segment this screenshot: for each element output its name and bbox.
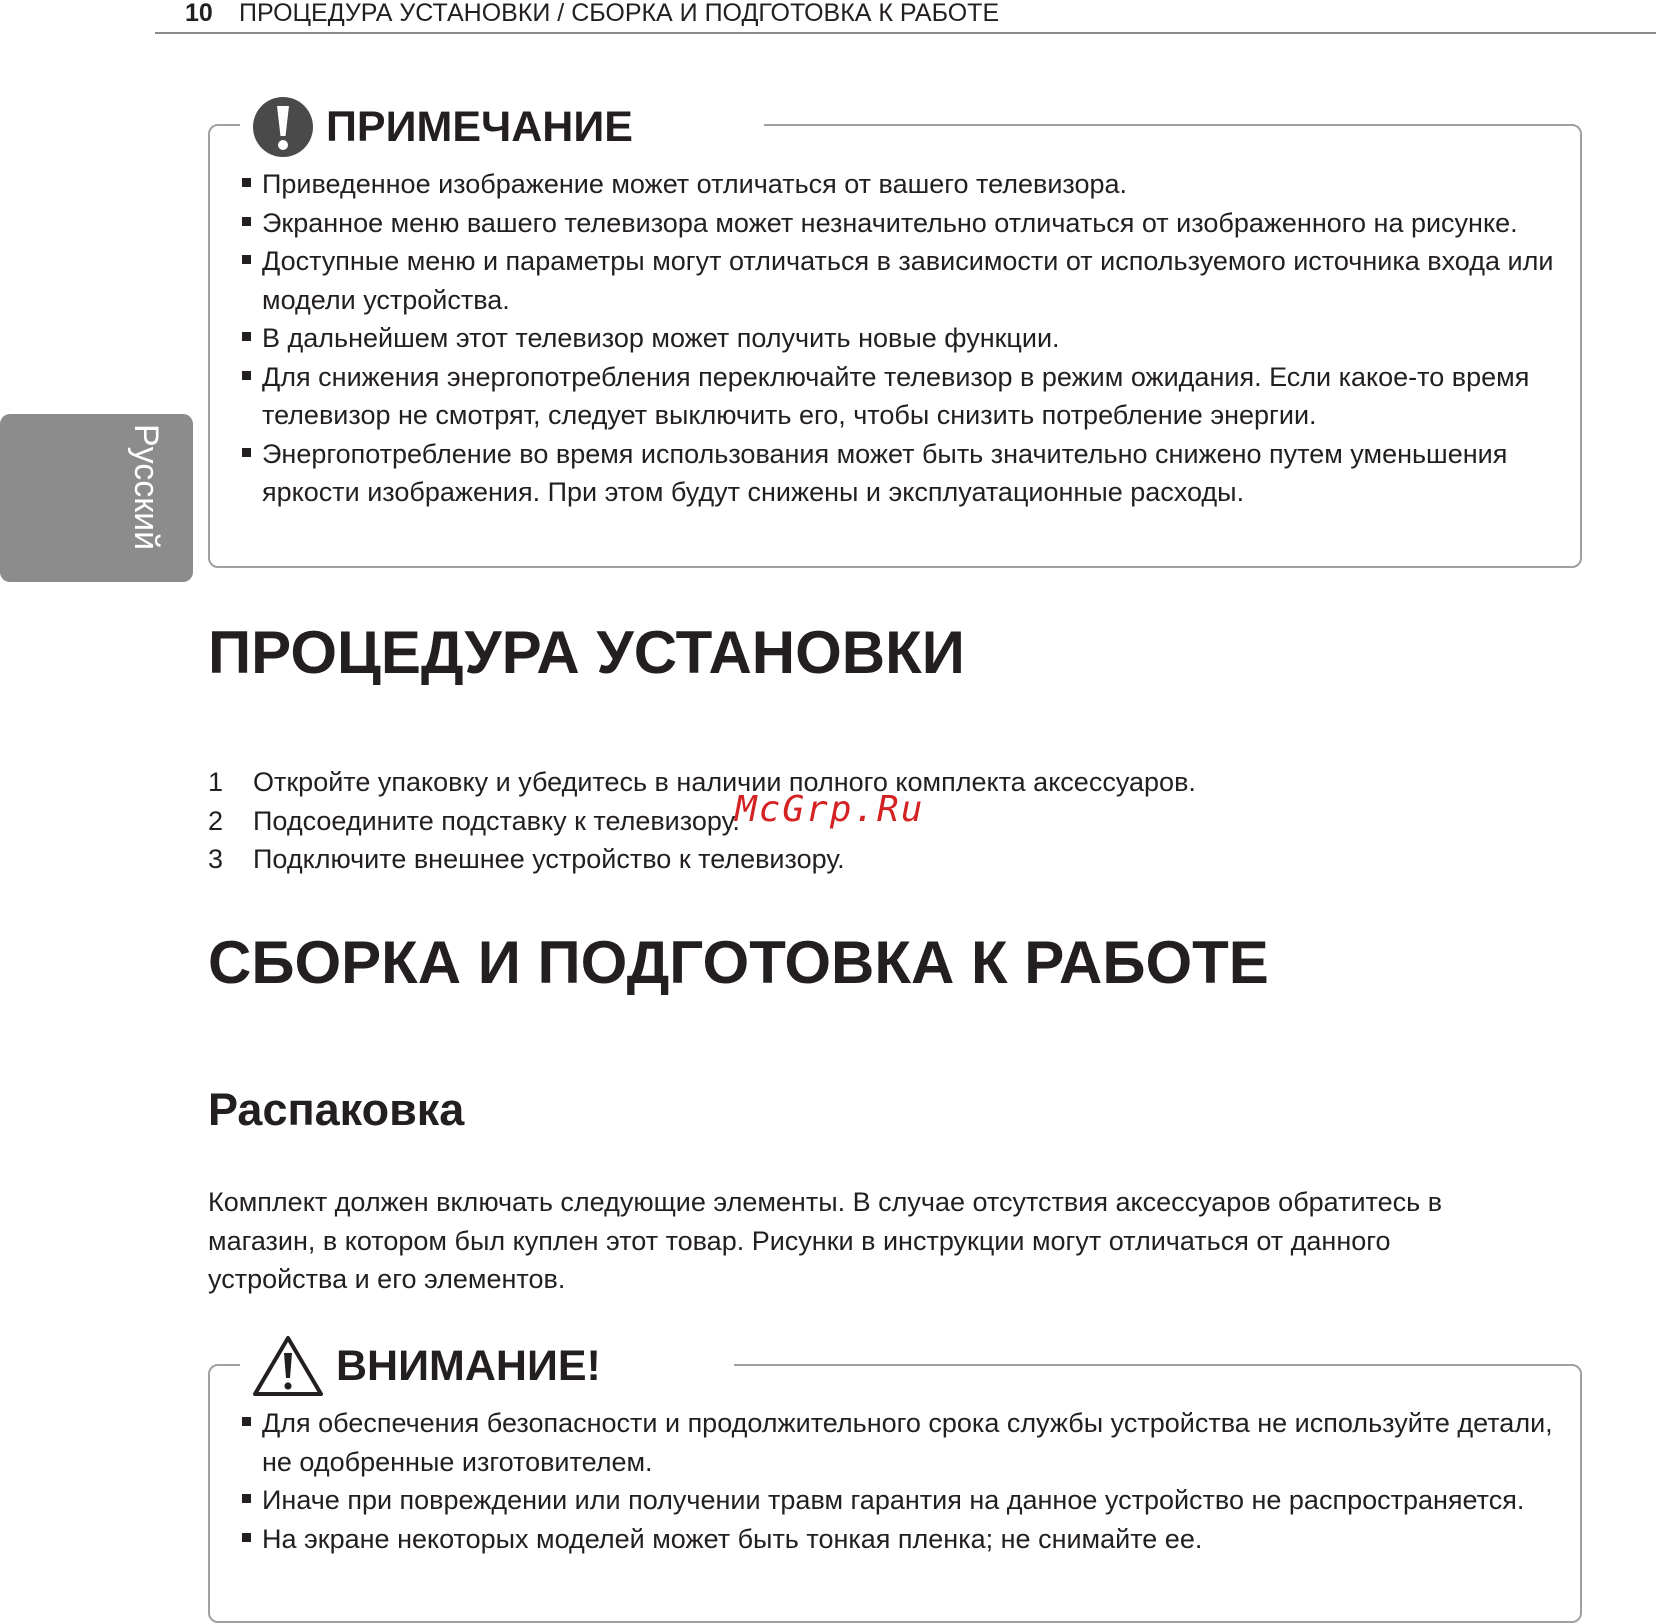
language-tab-label: Русский	[127, 424, 165, 551]
page-number: 10	[185, 0, 213, 27]
note-item: Доступные меню и параметры могут отличаться в зависимости от используемого источника входа или модели устройства.	[240, 242, 1560, 319]
note-title: ПРИМЕЧАНИЕ	[326, 103, 633, 151]
note-box-header	[240, 92, 764, 162]
note-item: Для снижения энергопотребления переключайте телевизор в режим ожидания. Если какое-то время телевизор не смотрят, следует выключить его, чтобы снизить потребление энергии.	[240, 358, 1560, 435]
note-list	[240, 165, 1560, 512]
note-item: Приведенное изображение может отличаться от вашего телевизора.	[240, 165, 1560, 204]
step-text: Подключите внешнее устройство к телевизору.	[253, 844, 845, 874]
watermark: McGrp.Ru	[735, 789, 925, 830]
warning-box-header	[240, 1331, 734, 1401]
unpacking-subheading: Распаковка	[208, 1084, 465, 1135]
install-heading: ПРОЦЕДУРА УСТАНОВКИ	[208, 619, 965, 686]
warning-item: На экране некоторых моделей может быть тонкая пленка; не снимайте ее.	[240, 1520, 1560, 1559]
step-number: 3	[208, 844, 224, 874]
note-item: Энергопотребление во время использования может быть значительно снижено путем уменьшения яркости изображения. При этом будут снижены и эксплуатационные расходы.	[240, 435, 1560, 512]
step-text: Откройте упаковку и убедитесь в наличии полного комплекта аксессуаров.	[253, 767, 1196, 797]
warning-title: ВНИМАНИЕ!	[336, 1342, 601, 1390]
step-text: Подсоедините подставку к телевизору.	[253, 805, 740, 836]
warning-triangle-icon	[252, 1335, 324, 1397]
assembly-heading: СБОРКА И ПОДГОТОВКА К РАБОТЕ	[208, 929, 1269, 996]
warning-item: Для обеспечения безопасности и продолжительного срока службы устройства не используйте детали, не одобренные изготовителем.	[240, 1404, 1560, 1481]
warning-list	[240, 1404, 1560, 1558]
warning-item: Иначе при повреждении или получении травм гарантия на данное устройство не распространяется.	[240, 1481, 1560, 1520]
install-step	[208, 840, 1196, 879]
install-step	[208, 763, 1196, 802]
running-title: ПРОЦЕДУРА УСТАНОВКИ / СБОРКА И ПОДГОТОВКА К РАБОТЕ	[239, 0, 1000, 27]
exclamation-circle-icon	[252, 96, 314, 158]
note-item: Экранное меню вашего телевизора может незначительно отличаться от изображенного на рисунке.	[240, 204, 1560, 243]
step-number: 1	[208, 767, 224, 797]
page-header	[155, 0, 1656, 34]
step-number: 2	[208, 805, 224, 836]
install-step	[208, 802, 1196, 841]
note-item: В дальнейшем этот телевизор может получить новые функции.	[240, 319, 1560, 358]
unpacking-paragraph: Комплект должен включать следующие элементы. В случае отсутствия аксессуаров обратитесь в магазин, в котором был куплен этот товар. Рисунки в инструкции могут отличаться от данного устройства и его элементов.	[208, 1187, 1443, 1294]
install-steps	[208, 763, 1196, 879]
